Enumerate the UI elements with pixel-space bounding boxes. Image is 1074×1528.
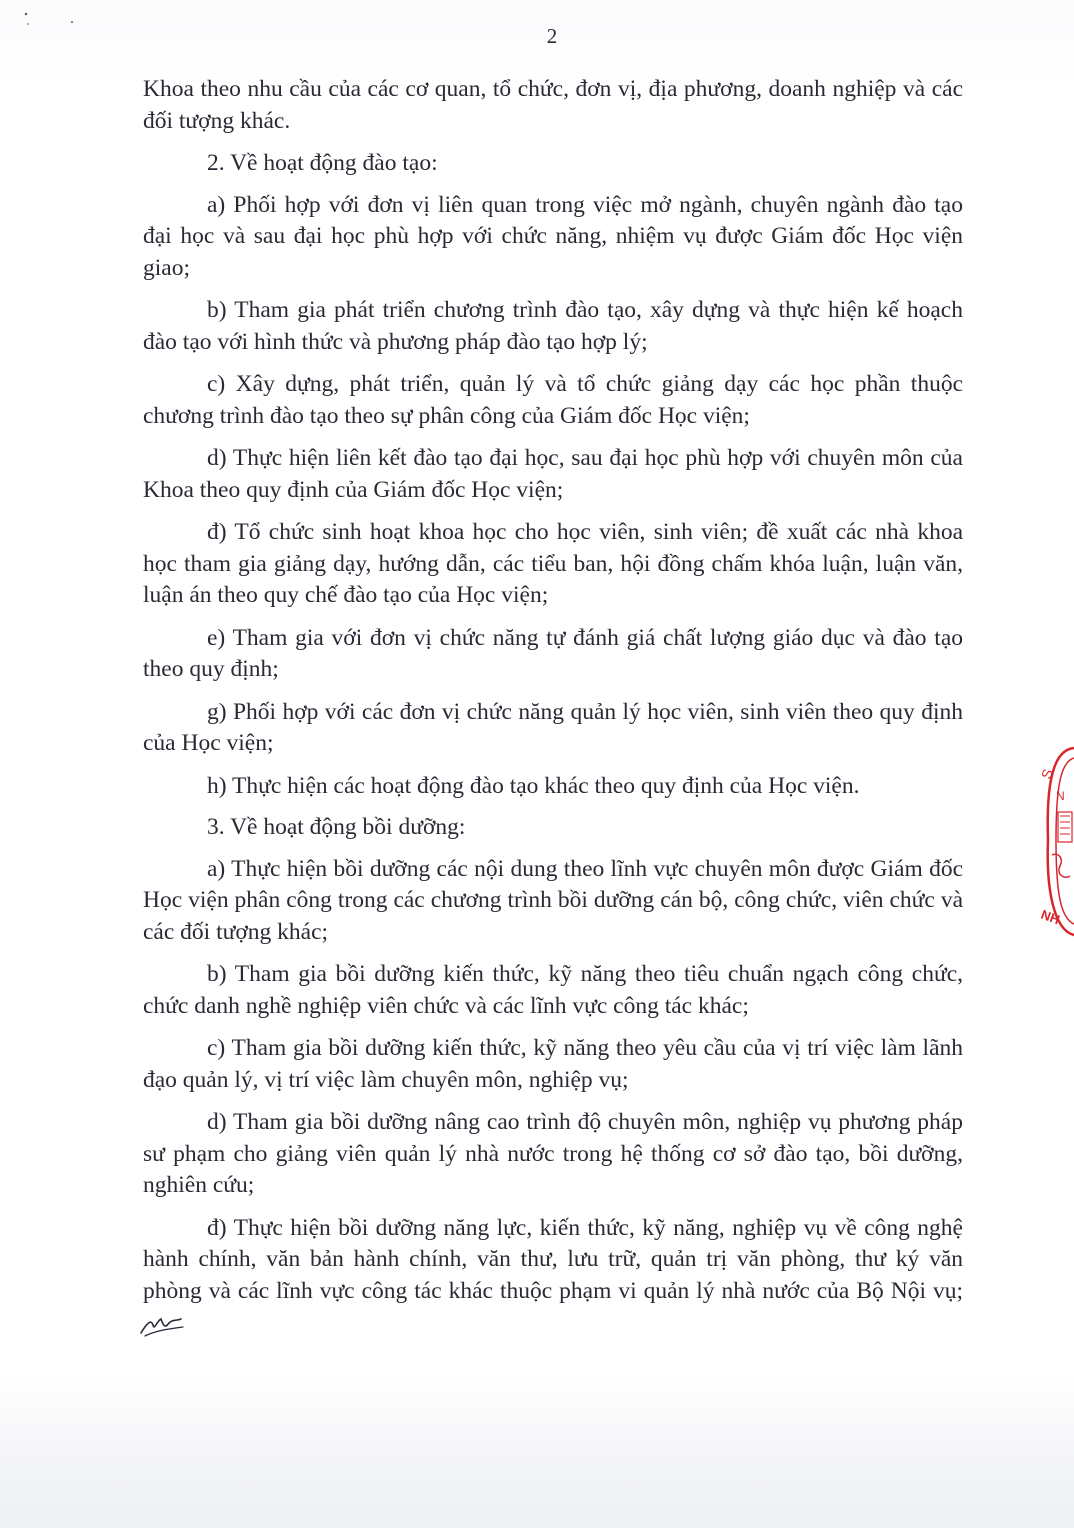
- paragraph-training-g: g) Phối hợp với các đơn vị chức năng quản lý học viên, sinh viên theo quy định của Học viện;: [143, 698, 963, 756]
- paragraph-training-dd: đ) Tổ chức sinh hoạt khoa học cho học viên, sinh viên; đề xuất các nhà khoa học tham gia giảng dạy, hướng dẫn, các tiểu ban, hội đồng chấm khóa luận, luận văn, luận án theo quy chế đào tạo của Học viện;: [143, 519, 963, 608]
- paragraph-fostering-c: c) Tham gia bồi dưỡng kiến thức, kỹ năng theo yêu cầu của vị trí việc làm lãnh đạo quản lý, vị trí việc làm chuyên môn, nghiệp vụ;: [143, 1035, 963, 1093]
- section-heading-fostering: 3. Về hoạt động bồi dưỡng:: [207, 814, 466, 840]
- initial-signature: [137, 1309, 185, 1339]
- stamp-text: NH: [1038, 906, 1062, 928]
- svg-text:S: S: [1037, 766, 1057, 782]
- paragraph-continuation: Khoa theo nhu cầu của các cơ quan, tổ chức, đơn vị, địa phương, doanh nghiệp và các đối tượng khác.: [143, 76, 963, 134]
- section-heading-training: 2. Về hoạt động đào tạo:: [207, 150, 438, 176]
- paragraph-training-b: b) Tham gia phát triển chương trình đào tạo, xây dựng và thực hiện kế hoạch đào tạo với hình thức và phương pháp đào tạo hợp lý;: [143, 297, 963, 355]
- paragraph-training-e: e) Tham gia với đơn vị chức năng tự đánh giá chất lượng giáo dục và đào tạo theo quy định;: [143, 624, 963, 682]
- paragraph-training-h: h) Thực hiện các hoạt động đào tạo khác theo quy định của Học viện.: [207, 772, 860, 799]
- svg-text:N: N: [1056, 789, 1065, 803]
- red-stamp-fragment: [1034, 740, 1074, 940]
- document-body: [143, 74, 963, 1350]
- paragraph-training-d: d) Thực hiện liên kết đào tạo đại học, sau đại học phù hợp với chuyên môn của Khoa theo quy định của Giám đốc Học viện;: [143, 445, 963, 503]
- paragraph-fostering-d: d) Tham gia bồi dưỡng nâng cao trình độ chuyên môn, nghiệp vụ phương pháp sư phạm cho giảng viên quản lý nhà nước trong hệ thống cơ sở đào tạo, bồi dưỡng, nghiên cứu;: [143, 1109, 963, 1198]
- paragraph-fostering-dd-text: đ) Thực hiện bồi dưỡng năng lực, kiến thức, kỹ năng, nghiệp vụ về công nghệ hành chính, văn bản hành chính, văn thư, lưu trữ, quản trị văn phòng, thư ký văn phòng và các lĩnh vực công tác khác thuộc phạm vi quản lý nhà nước của Bộ Nội vụ;: [143, 1214, 963, 1304]
- paragraph-fostering-dd: [143, 1213, 963, 1340]
- page-number: 2: [546, 24, 558, 48]
- paragraph-fostering-a: a) Thực hiện bồi dưỡng các nội dung theo lĩnh vực chuyên môn được Giám đốc Học viện phân công trong các chương trình bồi dưỡng cán bộ, công chức, viên chức và các đối tượng khác;: [143, 855, 963, 945]
- paragraph-training-c: c) Xây dựng, phát triển, quản lý và tổ chức giảng dạy các học phần thuộc chương trình đào tạo theo sự phân công của Giám đốc Học viện;: [143, 371, 963, 429]
- paragraph-fostering-b: b) Tham gia bồi dưỡng kiến thức, kỹ năng theo tiêu chuẩn ngạch công chức, chức danh nghề nghiệp viên chức và các lĩnh vực công tác khác;: [143, 961, 963, 1019]
- paragraph-training-a: a) Phối hợp với đơn vị liên quan trong việc mở ngành, chuyên ngành đào tạo đại học và sau đại học phù hợp với chức năng, nhiệm vụ được Giám đốc Học viện giao;: [143, 191, 963, 281]
